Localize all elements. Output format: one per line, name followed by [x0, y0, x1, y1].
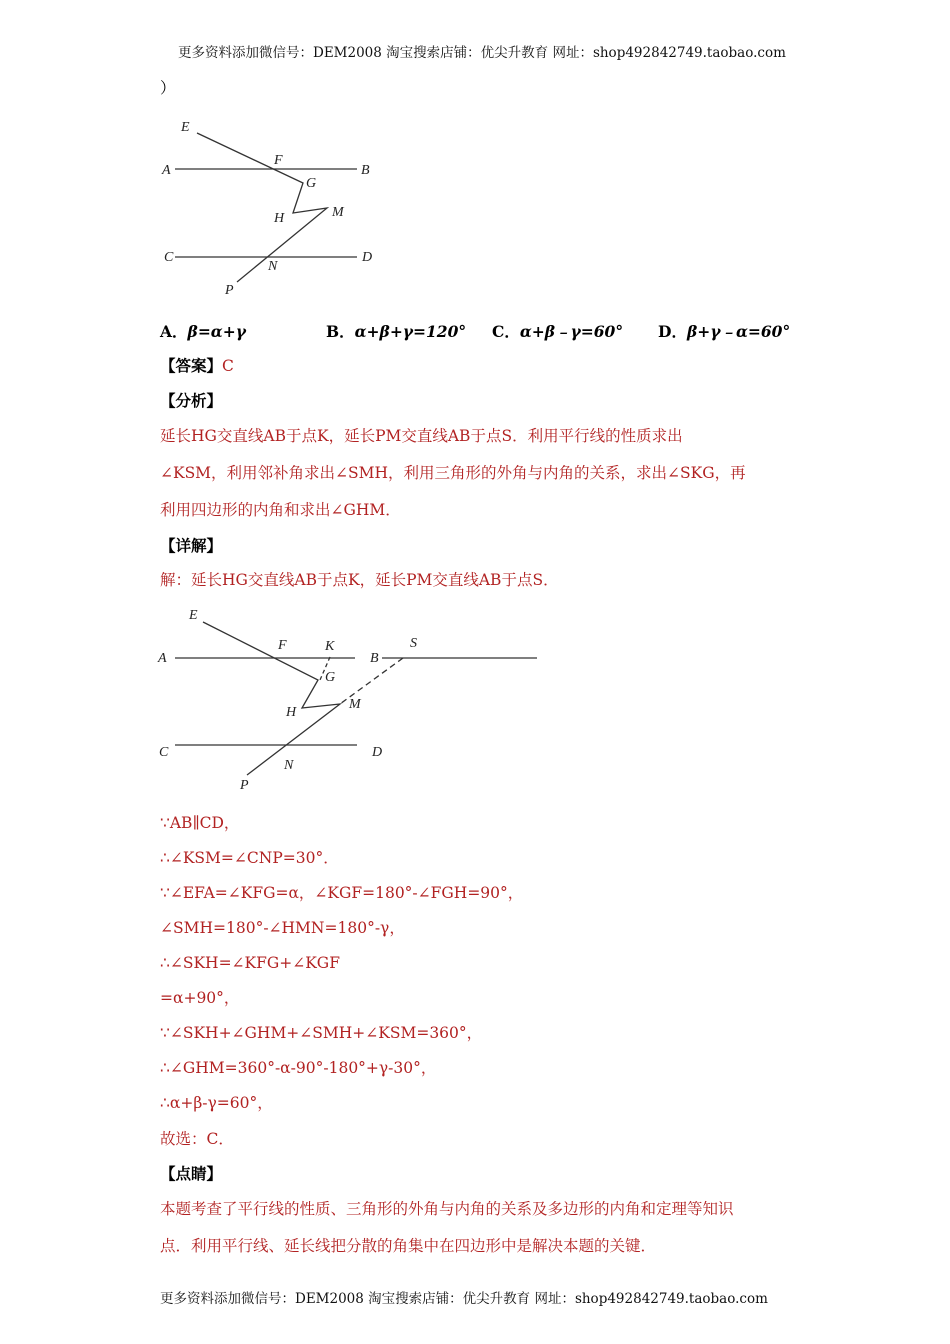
label-b-2: B: [370, 651, 379, 666]
figure-parallel-lines-1: [155, 112, 395, 302]
comment-line-1: 本题考查了平行线的性质、三角形的外角与内角的关系及多边形的内角和定理等知识: [160, 1200, 734, 1218]
option-a: A．β=α+γ: [160, 322, 246, 341]
page-footer: 更多资料添加微信号：DEM2008 淘宝搜索店铺：优尖升教育 网址：shop492842749.taobao.com: [160, 1291, 768, 1307]
answer-label: 【答案】: [160, 356, 223, 375]
detail-step-8: ∴∠GHM=360°-α-90°-180°+γ-30°，: [160, 1059, 437, 1077]
label-n-2: N: [284, 758, 294, 773]
label-c: C: [164, 250, 174, 265]
label-g-2: G: [325, 670, 336, 685]
label-p: P: [225, 283, 234, 298]
answer-value: C: [222, 357, 234, 375]
label-e: E: [181, 120, 190, 135]
answer-row: [160, 356, 234, 376]
figure-parallel-lines-2: [155, 602, 545, 798]
label-s: S: [410, 636, 417, 651]
label-k: K: [325, 639, 335, 654]
detail-step-9: ∴α+β-γ=60°，: [160, 1094, 273, 1112]
detail-step-4: ∠SMH=180°-∠HMN=180°-γ，: [160, 919, 405, 937]
detail-step-1: ∵AB∥CD，: [160, 814, 240, 832]
label-h-2: H: [286, 705, 297, 720]
polyline-efghmnp: [197, 133, 327, 282]
comment-label: 【点睛】: [160, 1164, 223, 1183]
question-stem-tail: ）: [160, 79, 176, 97]
page-header: 更多资料添加微信号：DEM2008 淘宝搜索店铺：优尖升教育 网址：shop492842749.taobao.com: [178, 45, 786, 61]
label-b: B: [361, 163, 370, 178]
detail-intro: 解：延长HG交直线AB于点K，延长PM交直线AB于点S．: [160, 571, 559, 589]
label-a-2: A: [158, 651, 167, 666]
analysis-line-3: 利用四边形的内角和求出∠GHM．: [160, 501, 401, 519]
detail-label: 【详解】: [160, 536, 223, 555]
analysis-label: 【分析】: [160, 391, 223, 410]
label-d-2: D: [372, 745, 383, 760]
detail-step-6: =α+90°，: [160, 989, 240, 1007]
label-m: M: [332, 205, 344, 220]
detail-step-7: ∵∠SKH+∠GHM+∠SMH+∠KSM=360°，: [160, 1024, 483, 1042]
analysis-line-2: ∠KSM，利用邻补角求出∠SMH，利用三角形的外角与内角的关系，求出∠SKG，再: [160, 464, 746, 482]
polyline-efghmnp-2: [203, 622, 340, 775]
option-d: D．β+γ﹣α=60°: [658, 322, 791, 341]
label-d: D: [362, 250, 373, 265]
label-h: H: [274, 211, 285, 226]
label-g: G: [306, 176, 317, 191]
detail-step-2: ∴∠KSM=∠CNP=30°．: [160, 849, 339, 867]
analysis-line-1: 延长HG交直线AB于点K，延长PM交直线AB于点S．利用平行线的性质求出: [160, 427, 683, 445]
detail-step-5: ∴∠SKH=∠KFG+∠KGF: [160, 954, 340, 972]
detail-step-3: ∵∠EFA=∠KFG=α，∠KGF=180°-∠FGH=90°，: [160, 884, 524, 902]
label-c-2: C: [159, 745, 169, 760]
option-c: C．α+β﹣γ=60°: [492, 322, 624, 341]
comment-line-2: 点．利用平行线、延长线把分散的角集中在四边形中是解决本题的关键．: [160, 1237, 657, 1255]
label-n: N: [268, 259, 278, 274]
option-b: B．α+β+γ=120°: [326, 322, 467, 341]
detail-step-10: 故选：C．: [160, 1130, 234, 1148]
label-m-2: M: [349, 697, 361, 712]
label-p-2: P: [240, 778, 249, 793]
label-f: F: [274, 153, 283, 168]
answer-options: [160, 320, 790, 342]
label-e-2: E: [189, 608, 198, 623]
label-f-2: F: [278, 638, 287, 653]
label-a: A: [162, 163, 171, 178]
